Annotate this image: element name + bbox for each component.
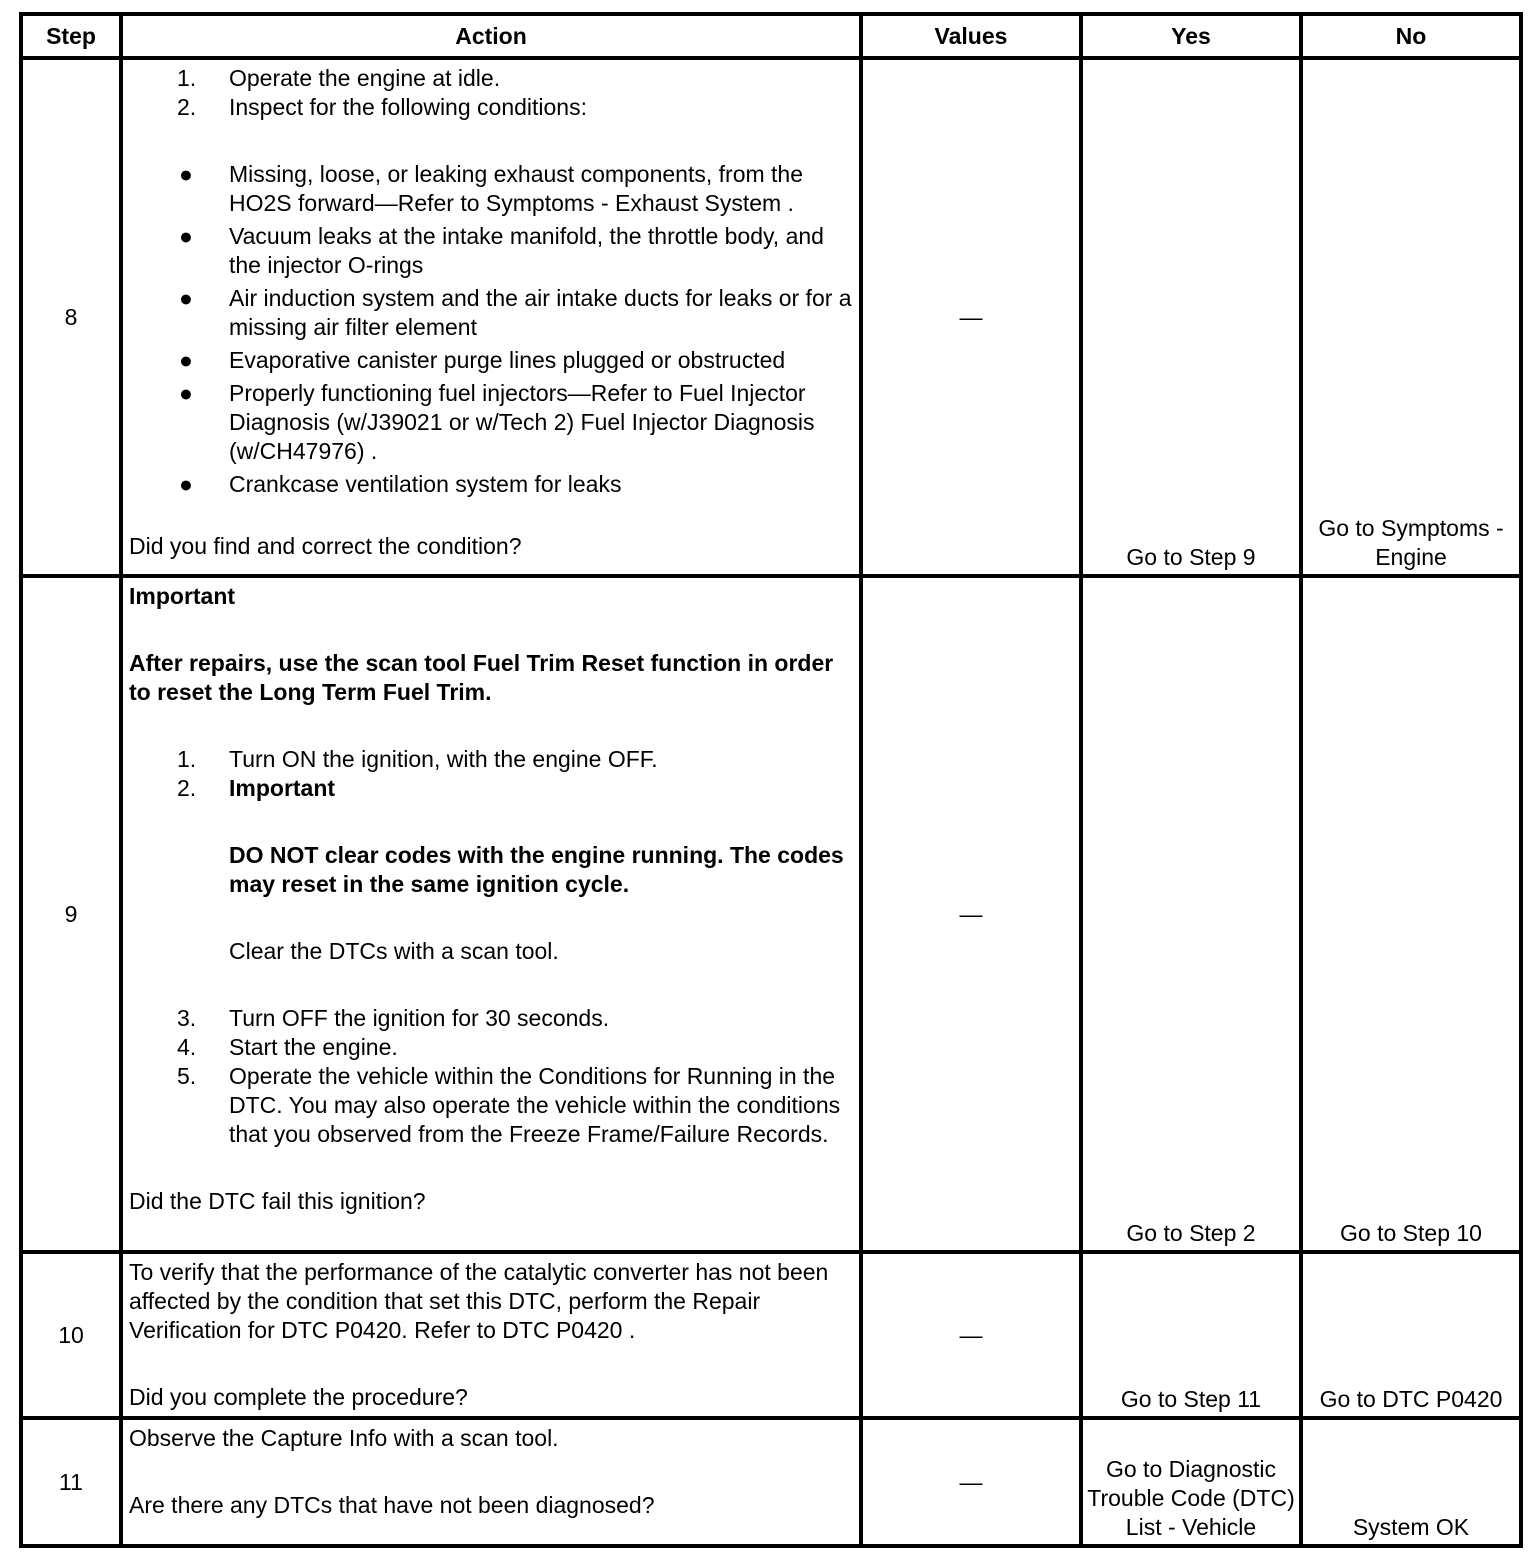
no-link[interactable]: Go to DTC P0420 <box>1301 1252 1521 1418</box>
values-cell: — <box>861 58 1081 576</box>
header-yes: Yes <box>1081 14 1301 58</box>
values-cell: — <box>861 576 1081 1252</box>
no-link[interactable]: Go to Step 10 <box>1301 576 1521 1252</box>
diagnostic-table <box>19 12 1523 1548</box>
question-text: Did you find and correct the condition? <box>129 533 522 559</box>
list-item-text: Turn OFF the ignition for 30 seconds. <box>229 1005 610 1031</box>
list-item: 2. Inspect for the following conditions: <box>177 94 587 120</box>
table-row-step-11 <box>21 1418 1521 1546</box>
numbered-list <box>129 1004 855 1149</box>
list-item: 1. Turn ON the ignition, with the engine OFF. <box>177 746 658 772</box>
table-row-step-10 <box>21 1252 1521 1418</box>
header-values: Values <box>861 14 1081 58</box>
step-number: 11 <box>21 1418 121 1546</box>
list-item <box>129 284 855 342</box>
list-item: 2. Important <box>177 775 336 801</box>
table-row-step-9 <box>21 576 1521 1252</box>
header-action: Action <box>121 14 861 58</box>
list-item-text: Crankcase ventilation system for leaks <box>229 471 622 497</box>
no-link[interactable]: System OK <box>1301 1418 1521 1546</box>
list-item: 4. Start the engine. <box>177 1034 398 1060</box>
sub-text: Clear the DTCs with a scan tool. <box>229 938 559 964</box>
list-item-text: Important <box>229 775 336 801</box>
step-number: 9 <box>21 576 121 1252</box>
list-item-text: Operate the engine at idle. <box>229 65 501 91</box>
list-item <box>129 379 855 466</box>
yes-link[interactable]: Go to Step 11 <box>1081 1252 1301 1418</box>
header-row <box>21 14 1521 58</box>
numbered-list <box>129 745 855 803</box>
action-cell <box>121 58 861 576</box>
step-number: 8 <box>21 58 121 576</box>
question-text: Are there any DTCs that have not been diagnosed? <box>129 1492 655 1518</box>
yes-link[interactable]: Go to Diagnostic Trouble Code (DTC) List - Vehicle <box>1081 1418 1301 1546</box>
bullet-icon: ● <box>179 471 193 497</box>
list-item-text: Operate the vehicle within the Conditions for Running in the DTC. You may also operate the vehicle within the conditions that you observed from the Freeze Frame/Failure Records. <box>229 1063 841 1147</box>
values-cell: — <box>861 1418 1081 1546</box>
list-item-text: Vacuum leaks at the intake manifold, the throttle body, and the injector O-rings <box>229 223 824 278</box>
list-item-text: Properly functioning fuel injectors—Refer to Fuel Injector Diagnosis (w/J39021 or w/Tech 2) Fuel Injector Diagnosis (w/CH47976) . <box>229 380 815 464</box>
list-item-text: Missing, loose, or leaking exhaust components, from the HO2S forward—Refer to Symptoms - Exhaust System . <box>229 161 804 216</box>
yes-link[interactable]: Go to Step 9 <box>1081 58 1301 576</box>
table-row-step-8 <box>21 58 1521 576</box>
header-no: No <box>1301 14 1521 58</box>
list-item <box>129 346 855 375</box>
header-step: Step <box>21 14 121 58</box>
list-item: 5. Operate the vehicle within the Conditions for Running in the DTC. You may also operate the vehicle within the conditions that you observed from the Freeze Frame/Failure Records. <box>177 1063 841 1147</box>
bullet-icon: ● <box>179 380 193 406</box>
list-item: 3. Turn OFF the ignition for 30 seconds. <box>177 1005 610 1031</box>
bullet-icon: ● <box>179 161 193 187</box>
list-item-text: Evaporative canister purge lines plugged or obstructed <box>229 347 786 373</box>
list-item-text: Turn ON the ignition, with the engine OFF. <box>229 746 658 772</box>
action-cell <box>121 1252 861 1418</box>
sub-important-text: DO NOT clear codes with the engine running. The codes may reset in the same ignition cycle. <box>229 842 844 897</box>
yes-link[interactable]: Go to Step 2 <box>1081 576 1301 1252</box>
step-number: 10 <box>21 1252 121 1418</box>
numbered-list <box>129 64 855 122</box>
list-item <box>129 222 855 280</box>
action-cell <box>121 1418 861 1546</box>
bullet-icon: ● <box>179 223 193 249</box>
important-text: After repairs, use the scan tool Fuel Trim Reset function in order to reset the Long Term Fuel Trim. <box>129 650 834 705</box>
list-item: 1. Operate the engine at idle. <box>177 65 501 91</box>
question-text: Did the DTC fail this ignition? <box>129 1188 426 1214</box>
question-text: Did you complete the procedure? <box>129 1384 468 1410</box>
list-item-text: Inspect for the following conditions: <box>229 94 587 120</box>
bullet-icon: ● <box>179 285 193 311</box>
action-text: Observe the Capture Info with a scan tool. <box>129 1425 559 1451</box>
bullet-icon: ● <box>179 347 193 373</box>
list-item-text: Air induction system and the air intake ducts for leaks or for a missing air filter element <box>229 285 852 340</box>
list-item <box>129 470 855 499</box>
action-text: To verify that the performance of the catalytic converter has not been affected by the condition that set this DTC, perform the Repair Verification for DTC P0420. Refer to DTC P0420 . <box>129 1259 829 1343</box>
no-link[interactable]: Go to Symptoms - Engine <box>1301 58 1521 576</box>
list-item-text: Start the engine. <box>229 1034 398 1060</box>
values-cell: — <box>861 1252 1081 1418</box>
important-label: Important <box>129 583 236 609</box>
list-item <box>129 160 855 218</box>
bullet-list <box>129 160 855 499</box>
action-cell <box>121 576 861 1252</box>
